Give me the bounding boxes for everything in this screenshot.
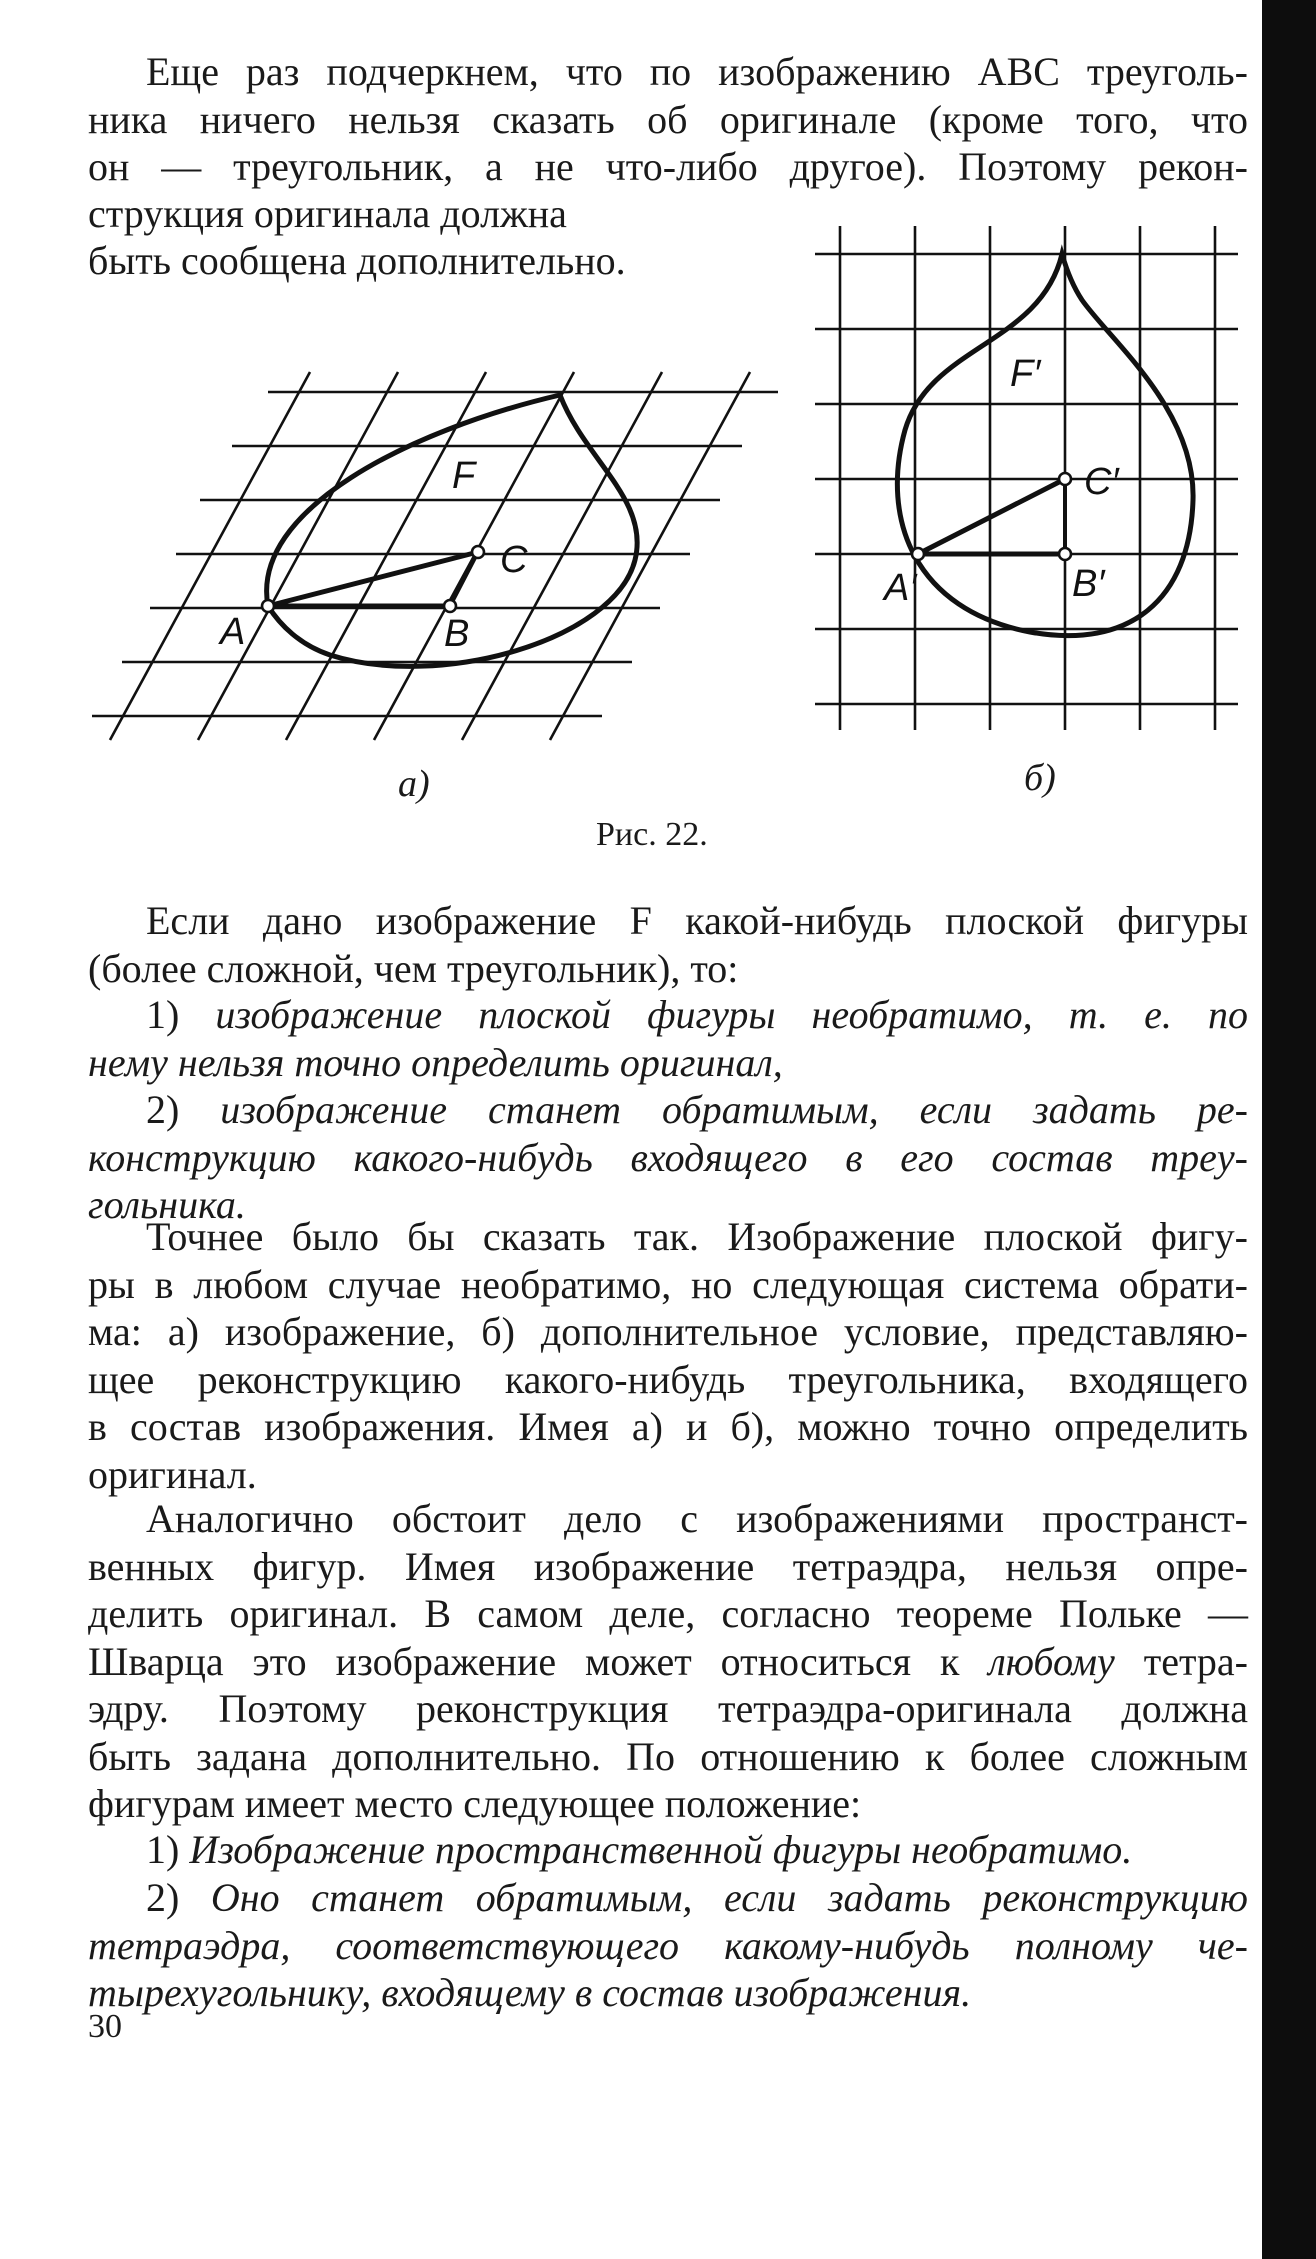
list-item-2 xyxy=(88,1086,1248,1229)
list-item-number: 2) xyxy=(146,1087,221,1132)
paragraph-line xyxy=(88,1638,1248,1686)
paragraph-line: эдру. Поэтому реконструкция тетраэдра-оригинала должна xyxy=(88,1686,1248,1731)
list-item-line xyxy=(88,1874,1248,1922)
list-item-line xyxy=(88,1826,1248,1874)
figure-left-label-C: C xyxy=(500,539,528,581)
paragraph-line: фигурам имеет место следующее положение: xyxy=(88,1781,862,1826)
paragraph-line: (более сложной, чем треугольник), то: xyxy=(88,945,739,991)
list-item-line: тетраэдра, соответствующего какому-нибудь полному че- xyxy=(88,1922,1248,1968)
figure-right-point-C xyxy=(1059,473,1071,485)
paragraph-line: Если дано изображение F какой-нибудь плоской фигуры xyxy=(146,898,1248,943)
figure-left-sublabel: а) xyxy=(398,763,430,805)
page-number: 30 xyxy=(88,2008,122,2045)
list-item-text: изображение станет обратимым, если задать ре- xyxy=(220,1087,1248,1132)
paragraph-line: венных фигур. Имея изображение тетраэдра, нельзя опре- xyxy=(88,1543,1248,1589)
figure-22 xyxy=(0,0,1316,900)
list-item-line xyxy=(88,1086,1248,1134)
list-item-3 xyxy=(88,1826,1248,1874)
figure-left-point-C xyxy=(472,546,484,558)
figure-left-label-A: A xyxy=(220,611,246,653)
figure-right-sublabel: б) xyxy=(1024,757,1056,799)
figure-left-point-A xyxy=(262,600,274,612)
intro-line-short: струкция оригинала должна xyxy=(88,191,567,236)
paragraph-similarly xyxy=(88,1495,1248,1828)
list-item-line: тырехугольнику, входящему в состав изображения. xyxy=(88,1970,972,2015)
paragraph-line: в состав изображения. Имея а) и б), можно точно определить xyxy=(88,1404,1248,1449)
figure-left-point-B xyxy=(444,600,456,612)
paragraph-text: Шварца это изображение может относиться к xyxy=(88,1638,989,1684)
figure-right-label-F: F′ xyxy=(1010,353,1041,395)
paragraph-if-given xyxy=(88,897,1248,992)
paragraph-line: Точнее было бы сказать так. Изображение плоской фигу- xyxy=(146,1214,1248,1259)
figure-right-point-A xyxy=(912,548,924,560)
list-item-line: нему нельзя точно определить оригинал, xyxy=(88,1039,783,1085)
list-item-number: 1) xyxy=(146,1827,190,1872)
figure-right-label-A: A′ xyxy=(884,567,917,609)
paragraph-more-precisely xyxy=(88,1213,1248,1498)
intro-line-short: быть сообщена дополнительно. xyxy=(88,238,626,283)
list-item-number: 2) xyxy=(146,1875,211,1920)
list-item-line: конструкцию какого-нибудь входящего в его состав треу- xyxy=(88,1134,1248,1180)
figure-right-square-grid xyxy=(815,226,1238,730)
list-item-text: Оно станет обратимым, если задать реконструкцию xyxy=(210,1875,1248,1920)
paragraph-line: делить оригинал. В самом деле, согласно теореме Польке — xyxy=(88,1591,1248,1636)
paragraph-line: быть задана дополнительно. По отношению к более сложным xyxy=(88,1733,1248,1779)
list-item-number: 1) xyxy=(146,992,216,1037)
paragraph-text: тетра- xyxy=(1114,1638,1248,1684)
intro-line: ника ничего нельзя сказать об оригинале (кроме того, что xyxy=(88,96,1248,142)
emphasis-text: любому xyxy=(988,1638,1115,1684)
list-item-line: гольника. xyxy=(88,1182,246,1227)
list-item-line xyxy=(88,991,1248,1039)
paragraph-line: ры в любом случае необратимо, но следующая система обрати- xyxy=(88,1261,1248,1307)
figure-left-oblique-grid xyxy=(92,372,778,740)
figure-left-edge-AC xyxy=(268,552,478,606)
figure-left-label-F: F xyxy=(452,455,476,497)
list-item-text: изображение плоской фигуры необратимо, т. е. по xyxy=(215,992,1248,1037)
list-item-text: Изображение пространственной фигуры необратимо. xyxy=(189,1827,1133,1872)
paragraph-line: щее реконструкцию какого-нибудь треугольника, входящего xyxy=(88,1356,1248,1402)
paragraph-line: оригинал. xyxy=(88,1451,257,1497)
intro-line: Еще раз подчеркнем, что по изображению ABC треуголь- xyxy=(146,49,1248,94)
list-item-4 xyxy=(88,1874,1248,2017)
paragraph-line: ма: а) изображение, б) дополнительное условие, представляю- xyxy=(88,1309,1248,1354)
figure-right-label-B: B′ xyxy=(1072,563,1105,605)
figure-right-edge-AC xyxy=(918,479,1065,554)
intro-line: он — треугольник, а не что-либо другое). Поэтому рекон- xyxy=(88,144,1248,189)
figure-right-label-C: C′ xyxy=(1084,461,1119,503)
figure-left-label-B: B xyxy=(444,613,470,655)
figure-caption: Рис. 22. xyxy=(596,816,708,853)
list-item-1 xyxy=(88,991,1248,1086)
paragraph-line: Аналогично обстоит дело с изображениями пространст- xyxy=(146,1496,1248,1541)
figure-right-point-B xyxy=(1059,548,1071,560)
figure-right-curve-F xyxy=(897,254,1193,636)
